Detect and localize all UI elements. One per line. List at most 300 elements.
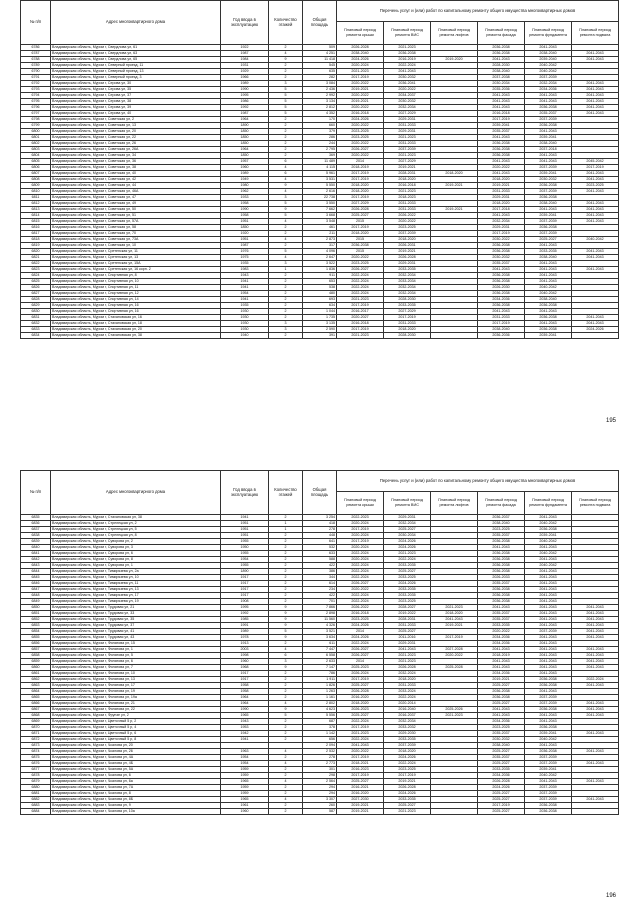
floors-cell: 2 (269, 803, 303, 809)
year-built-cell: 1941 (221, 515, 269, 521)
total-area-cell: 378 (303, 725, 337, 731)
address-cell: Владимирская область, Муром г, Советская ул, 50 (51, 207, 221, 213)
floors-cell: 2 (269, 225, 303, 231)
floors-cell: 2 (269, 297, 303, 303)
facade-period-cell: 2035-2037 (478, 755, 525, 761)
row-number-cell: 6797 (21, 111, 51, 117)
address-cell: Владимирская область, Муром г, Чкалова ул, 10а (51, 809, 221, 815)
col-address: Адрес многоквартирного дома (51, 1, 221, 45)
foundation-period-cell: 2037-2039 (525, 219, 572, 225)
floors-cell: 2 (269, 719, 303, 725)
col-area: Общая площадь (303, 471, 337, 515)
vis-period-cell: 2025-2027 (384, 569, 431, 575)
floors-cell: 2 (269, 231, 303, 237)
roof-period-cell: 2017-2019 (337, 773, 384, 779)
vis-period-cell: 2023-2025 (384, 225, 431, 231)
row-number-cell: 6816 (21, 225, 51, 231)
vis-period-cell: 2026-2028 (384, 665, 431, 671)
row-number-cell: 6804 (21, 153, 51, 159)
address-cell: Владимирская область, Муром г, Советская ул, 13 (51, 123, 221, 129)
foundation-period-cell: 2041-2043 (525, 671, 572, 677)
address-cell: Владимирская область, Муром г, Советская ул, 73А (51, 237, 221, 243)
row-number-cell: 6829 (21, 303, 51, 309)
lift-period-cell: 2019-2021 (431, 183, 478, 189)
facade-period-cell: 2041-2043 (478, 105, 525, 111)
floors-cell: 3 (269, 81, 303, 87)
row-number-cell: 6806 (21, 165, 51, 171)
roof-period-cell: 2020-2022 (337, 105, 384, 111)
total-area-cell: 2 616 (303, 189, 337, 195)
foundation-period-cell: 2036-2038 (525, 707, 572, 713)
floors-cell: 2 (269, 141, 303, 147)
year-built-cell: 1943 (221, 719, 269, 725)
foundation-period-cell: 2036-2038 (525, 327, 572, 333)
roof-period-cell: 2014 (337, 159, 384, 165)
roof-period-cell: 2017-2019 (337, 171, 384, 177)
total-area-cell: 1 161 (303, 695, 337, 701)
year-built-cell: 1978 (221, 635, 269, 641)
vis-period-cell: 2032-2024 (384, 671, 431, 677)
roof-period-cell: 2020-2022 (337, 153, 384, 159)
basement-period-cell: 2041-2043 (572, 665, 619, 671)
facade-period-cell: 2026-2030 (478, 285, 525, 291)
foundation-period-cell: 2039-2040 (525, 57, 572, 63)
col-year: Год ввода в эксплуатацию (221, 471, 269, 515)
foundation-period-cell: 2041-2043 (525, 575, 572, 581)
foundation-period-cell: 2041-2043 (525, 689, 572, 695)
floors-cell: 2 (269, 689, 303, 695)
year-built-cell: 2003 (221, 647, 269, 653)
foundation-period-cell: 2025-2027 (525, 237, 572, 243)
floors-cell: 2 (269, 641, 303, 647)
floors-cell: 4 (269, 701, 303, 707)
lift-period-cell: 2019-2020 (431, 57, 478, 63)
address-cell: Владимирская область, Муром г, Серова ул, 35 (51, 87, 221, 93)
floors-cell: 4 (269, 779, 303, 785)
row-number-cell: 6847 (21, 587, 51, 593)
address-cell: Владимирская область, Муром г, Советская ул, 10 (51, 243, 221, 249)
total-area-cell: 2 802 (303, 701, 337, 707)
row-number-cell: 6849 (21, 599, 51, 605)
row-number-cell: 6823 (21, 267, 51, 273)
floors-cell: 5 (269, 111, 303, 117)
year-built-cell: 1965 (221, 779, 269, 785)
row-number-cell: 6824 (21, 273, 51, 279)
row-number-cell: 6845 (21, 575, 51, 581)
roof-period-cell: 2020-2024 (337, 533, 384, 539)
floors-cell: 2 (269, 575, 303, 581)
roof-period-cell: 2017-2019 (337, 177, 384, 183)
year-built-cell: 1964 (221, 147, 269, 153)
page-number: 195 (605, 418, 616, 424)
roof-period-cell: 2025-2027 (337, 713, 384, 719)
facade-period-cell: 2038-2040 (478, 521, 525, 527)
facade-period-cell: 2036-2038 (478, 539, 525, 545)
col-foundation: Плановый период ремонта фундамента (525, 492, 572, 515)
total-area-cell: 244 (303, 141, 337, 147)
address-cell: Владимирская область, Муром г, Северный проезд, 13 (51, 69, 221, 75)
foundation-period-cell: 2039-2041 (525, 213, 572, 219)
facade-period-cell: 2034-2036 (478, 641, 525, 647)
floors-cell: 2 (269, 279, 303, 285)
register-page-195 (20, 0, 618, 424)
total-area-cell: 2 812 (303, 105, 337, 111)
year-built-cell: 1960 (221, 659, 269, 665)
row-number-cell: 6787 (21, 51, 51, 57)
basement-period-cell: 2024-2026 (572, 327, 619, 333)
basement-period-cell: 2041-2043 (572, 731, 619, 737)
year-built-cell: 1917 (221, 593, 269, 599)
foundation-period-cell: 2041-2043 (525, 659, 572, 665)
col-floors: Количество этажей (269, 471, 303, 515)
year-built-cell: 1890 (221, 569, 269, 575)
foundation-period-cell: 2041-2043 (525, 617, 572, 623)
facade-period-cell: 2035-2037 (478, 581, 525, 587)
total-area-cell: 7 447 (303, 647, 337, 653)
roof-period-cell: 2020-2024 (337, 557, 384, 563)
facade-period-cell: 2036-2036 (478, 333, 525, 339)
facade-period-cell: 2041-2043 (478, 267, 525, 273)
year-built-cell: 1930 (221, 327, 269, 333)
foundation-period-cell: 2037-2039 (525, 695, 572, 701)
roof-period-cell: 2017-2019 (337, 303, 384, 309)
foundation-period-cell: 2037-2018 (525, 147, 572, 153)
vis-period-cell: 2033-2035 (384, 797, 431, 803)
row-number-cell: 6836 (21, 521, 51, 527)
basement-period-cell (572, 809, 619, 815)
total-area-cell: 4 115 (303, 165, 337, 171)
roof-period-cell: 2021-2023 (337, 731, 384, 737)
row-number-cell: 6871 (21, 731, 51, 737)
foundation-period-cell: 2036-2038 (525, 683, 572, 689)
facade-period-cell: 2036-2038 (478, 587, 525, 593)
year-built-cell: 1913 (221, 641, 269, 647)
table-row (21, 333, 619, 339)
year-built-cell: 1990 (221, 207, 269, 213)
facade-period-cell: 2041-2043 (478, 545, 525, 551)
facade-period-cell: 2041-2043 (478, 159, 525, 165)
vis-period-cell: 2031-2033 (384, 623, 431, 629)
year-built-cell: 1986 (221, 99, 269, 105)
foundation-period-cell: 2041-2043 (525, 779, 572, 785)
floors-cell: 4 (269, 647, 303, 653)
foundation-period-cell: 2041-2043 (525, 273, 572, 279)
row-number-cell: 6791 (21, 75, 51, 81)
year-built-cell: 1955 (221, 551, 269, 557)
floors-cell: 2 (269, 731, 303, 737)
vis-period-cell: 2029-2031 (384, 261, 431, 267)
total-area-cell: 170 (303, 117, 337, 123)
address-cell: Владимирская область, Муром г, Спортивная ул, 10 (51, 279, 221, 285)
col-basement: Плановый период ремонта подвала (572, 22, 619, 45)
roof-period-cell: 2022-2023 (337, 515, 384, 521)
roof-period-cell: 2023-2025 (337, 261, 384, 267)
roof-period-cell: 2026-2022 (337, 605, 384, 611)
row-number-cell: 6859 (21, 659, 51, 665)
lift-period-cell (431, 333, 478, 339)
year-built-cell: 1958 (221, 201, 269, 207)
row-number-cell: 6873 (21, 743, 51, 749)
address-cell: Владимирская область, Муром г, Чкалова ул, 4Б (51, 761, 221, 767)
year-built-cell: 1980 (221, 183, 269, 189)
foundation-period-cell: 2040-2042 (525, 69, 572, 75)
roof-period-cell: 2026-2027 (337, 653, 384, 659)
vis-period-cell: 2027-2029 (384, 309, 431, 315)
total-area-cell: 260 (303, 803, 337, 809)
address-cell: Владимирская область, Муром г, Трудовая ул, 33 (51, 611, 221, 617)
row-number-cell: 6844 (21, 569, 51, 575)
year-built-cell: 1917 (221, 671, 269, 677)
col-address: Адрес многоквартирного дома (51, 471, 221, 515)
row-number-cell: 6877 (21, 767, 51, 773)
roof-period-cell: 2020-2027 (337, 315, 384, 321)
vis-period-cell: 2022-2024 (384, 63, 431, 69)
floors-cell: 1 (269, 527, 303, 533)
year-built-cell: 1959 (221, 773, 269, 779)
floors-cell: 2 (269, 539, 303, 545)
roof-period-cell: 2026-2027 (337, 267, 384, 273)
facade-period-cell: 2026-2033 (478, 575, 525, 581)
total-area-cell: 4 623 (303, 707, 337, 713)
foundation-period-cell: 2038-2040 (525, 141, 572, 147)
vis-period-cell: 2028-2030 (384, 333, 431, 339)
repair-schedule-table (20, 470, 619, 815)
address-cell: Владимирская область, Муром г, Стрелецкая ул, 5 (51, 527, 221, 533)
facade-period-cell: 2039-2041 (478, 123, 525, 129)
col-area: Общая площадь (303, 1, 337, 45)
basement-period-cell: 2041-2043 (572, 629, 619, 635)
total-area-cell: 614 (303, 581, 337, 587)
foundation-period-cell: 2037-2039 (525, 785, 572, 791)
vis-period-cell: 2026-2031 (384, 243, 431, 249)
address-cell: Владимирская область, Муром г, Советская ул, 20 (51, 129, 221, 135)
col-facade: Плановый период ремонта фасада (478, 22, 525, 45)
year-built-cell: 1991 (221, 623, 269, 629)
total-area-cell: 298 (303, 773, 337, 779)
foundation-period-cell: 2037-2039 (525, 755, 572, 761)
total-area-cell: 653 (303, 279, 337, 285)
total-area-cell: 1 044 (303, 309, 337, 315)
floors-cell: 9 (269, 183, 303, 189)
address-cell: Владимирская область, Муром г, Серова ул, 30 (51, 81, 221, 87)
row-number-cell: 6837 (21, 527, 51, 533)
row-number-cell: 6825 (21, 279, 51, 285)
foundation-period-cell: 2041-2043 (525, 557, 572, 563)
repair-schedule-table (20, 0, 619, 339)
basement-period-cell: 2041-2043 (572, 177, 619, 183)
floors-cell: 2 (269, 581, 303, 587)
total-area-cell: 391 (303, 333, 337, 339)
total-area-cell: 509 (303, 45, 337, 51)
row-number-cell: 6833 (21, 327, 51, 333)
vis-period-cell: 2041-2043 (384, 69, 431, 75)
foundation-period-cell: 2036-2038 (525, 183, 572, 189)
row-number-cell: 6795 (21, 99, 51, 105)
facade-period-cell: 2025-2027 (478, 701, 525, 707)
basement-period-cell: 2017-2019 (572, 165, 619, 171)
address-cell: Владимирская область, Муром г, Советская ул, 44 (51, 183, 221, 189)
address-cell: Владимирская область, Муром г, Стрелецкая ул, 8 (51, 533, 221, 539)
row-number-cell: 6835 (21, 515, 51, 521)
basement-period-cell: 2023-2025 (572, 183, 619, 189)
col-services: Перечень услуг и (или) работ по капитальному ремонту общего имущества многоквартирных домов (337, 1, 619, 22)
address-cell: Владимирская область, Муром г, Тимирязева ул, 17 (51, 593, 221, 599)
total-area-cell: 588 (303, 557, 337, 563)
foundation-period-cell: 2041-2043 (525, 647, 572, 653)
address-cell: Владимирская область, Муром г, Спортивная ул, 8 (51, 273, 221, 279)
year-built-cell: 1985 (221, 617, 269, 623)
floors-cell: 4 (269, 761, 303, 767)
foundation-period-cell: 2041-2043 (525, 243, 572, 249)
vis-period-cell: 2037-2039 (384, 147, 431, 153)
address-cell: Владимирская область, Муром г, Филатова ул, 10 (51, 671, 221, 677)
col-services: Перечень услуг и (или) работ по капитальному ремонту общего имущества многоквартирных домов (337, 471, 619, 492)
vis-period-cell: 2026-2028 (384, 785, 431, 791)
basement-period-cell: 2041-2043 (572, 255, 619, 261)
total-area-cell: 3 550 (303, 201, 337, 207)
facade-period-cell: 2036-2038 (478, 695, 525, 701)
address-cell: Владимирская область, Муром г, Советская ул, 47 (51, 195, 221, 201)
roof-period-cell: 2041-2043 (337, 743, 384, 749)
year-built-cell: 1850 (221, 129, 269, 135)
facade-period-cell: 2033-2035 (478, 623, 525, 629)
foundation-period-cell: 2040-2042 (525, 291, 572, 297)
facade-period-cell: 2036-2038 (478, 249, 525, 255)
address-cell: Владимирская область, Муром г, Серова ул, 40 (51, 111, 221, 117)
roof-period-cell: 2021-2023 (337, 333, 384, 339)
row-number-cell: 6853 (21, 623, 51, 629)
col-foundation: Плановый период ремонта фундамента (525, 22, 572, 45)
total-area-cell: 5 556 (303, 713, 337, 719)
total-area-cell: 634 (303, 303, 337, 309)
year-built-cell: 1958 (221, 689, 269, 695)
foundation-period-cell: 2041-2043 (525, 569, 572, 575)
vis-period-cell: 2024-2026 (384, 545, 431, 551)
floors-cell: 4 (269, 255, 303, 261)
roof-period-cell: 2023-2025 (337, 617, 384, 623)
vis-period-cell: 2036-2038 (384, 51, 431, 57)
year-built-cell: 1960 (221, 165, 269, 171)
year-built-cell: 1951 (221, 521, 269, 527)
address-cell: Владимирская область, Муром г, Филатова ул, 19а (51, 695, 221, 701)
basement-period-cell: 2041-2043 (572, 315, 619, 321)
facade-period-cell: 2029-2031 (478, 195, 525, 201)
year-built-cell: 1976 (221, 249, 269, 255)
vis-period-cell: 2027-2029 (384, 159, 431, 165)
row-number-cell: 6831 (21, 315, 51, 321)
foundation-period-cell: 2041-2043 (525, 261, 572, 267)
foundation-period-cell: 2037-2039 (525, 797, 572, 803)
facade-period-cell: 2036-2038 (478, 153, 525, 159)
facade-period-cell: 2036-2038 (478, 563, 525, 569)
row-number-cell: 6789 (21, 63, 51, 69)
floors-cell: 2 (269, 767, 303, 773)
basement-period-cell: 2041-2043 (572, 647, 619, 653)
row-number-cell: 6808 (21, 177, 51, 183)
vis-period-cell: 2029-2031 (384, 117, 431, 123)
basement-period-cell: 2041-2043 (572, 659, 619, 665)
basement-period-cell: 2041-2043 (572, 797, 619, 803)
foundation-period-cell: 2041-2043 (525, 665, 572, 671)
roof-period-cell: 2019-2021 (337, 809, 384, 815)
vis-period-cell: 2018-2020 (384, 177, 431, 183)
foundation-period-cell: 2034-2036 (525, 87, 572, 93)
roof-period-cell: 2022-2024 (337, 593, 384, 599)
floors-cell: 2 (269, 785, 303, 791)
floors-cell: 9 (269, 611, 303, 617)
foundation-period-cell: 2041-2043 (525, 611, 572, 617)
foundation-period-cell: 2037-2039 (525, 117, 572, 123)
year-built-cell: 1953 (221, 725, 269, 731)
row-number-cell: 6799 (21, 123, 51, 129)
basement-period-cell: 2041-2043 (572, 81, 619, 87)
facade-period-cell: 2034-2036 (478, 719, 525, 725)
roof-period-cell: 2020-2022 (337, 141, 384, 147)
roof-period-cell: 2019-2021 (337, 87, 384, 93)
vis-period-cell: 2024-2026 (384, 539, 431, 545)
foundation-period-cell: 2041-2043 (525, 599, 572, 605)
year-built-cell: 1987 (221, 243, 269, 249)
address-cell: Владимирская область, Муром г, Советская ул, 58 (51, 225, 221, 231)
foundation-period-cell: 2036-2038 (525, 677, 572, 683)
foundation-period-cell: 2036-2038 (525, 803, 572, 809)
address-cell: Владимирская область, Муром г, Свердлова ул, 65 (51, 57, 221, 63)
foundation-period-cell: 2032-2034 (525, 81, 572, 87)
facade-period-cell: 2018-2020 (478, 177, 525, 183)
total-area-cell: 1 263 (303, 689, 337, 695)
year-built-cell: 1929 (221, 69, 269, 75)
row-number-cell: 6809 (21, 183, 51, 189)
basement-period-cell: 2041-2043 (572, 219, 619, 225)
roof-period-cell: 2018-2021 (337, 761, 384, 767)
vis-period-cell: 2023-2025 (384, 599, 431, 605)
year-built-cell: 1958 (221, 213, 269, 219)
year-built-cell: 1987 (221, 51, 269, 57)
roof-period-cell: 2020-2022 (337, 93, 384, 99)
total-area-cell: 5 961 (303, 171, 337, 177)
vis-period-cell: 2023-2025 (384, 767, 431, 773)
total-area-cell: 22 738 (303, 195, 337, 201)
address-cell: Владимирская область, Муром г, Сретенская ул, 15А (51, 261, 221, 267)
facade-period-cell: 2025-2027 (478, 797, 525, 803)
floors-cell: 5 (269, 629, 303, 635)
foundation-period-cell: 2033-2035 (525, 249, 572, 255)
foundation-period-cell: 2037-2039 (525, 761, 572, 767)
total-area-cell: 1 836 (303, 267, 337, 273)
floors-cell: 2 (269, 147, 303, 153)
facade-period-cell: 2017-2019 (478, 117, 525, 123)
foundation-period-cell: 2036-2038 (525, 725, 572, 731)
facade-period-cell: 2024-2026 (478, 785, 525, 791)
total-area-cell: 3 548 (303, 219, 337, 225)
vis-period-cell: 2024-2026 (384, 755, 431, 761)
row-number-cell: 6820 (21, 249, 51, 255)
row-number-cell: 6818 (21, 237, 51, 243)
total-area-cell: 786 (303, 671, 337, 677)
year-built-cell: 1959 (221, 767, 269, 773)
facade-period-cell: 2036-2038 (478, 689, 525, 695)
roof-period-cell: 2016-2018 (337, 321, 384, 327)
basement-period-cell: 2041-2043 (572, 635, 619, 641)
col-lifts: Плановый период ремонта лифтов (431, 22, 478, 45)
vis-period-cell: 2024-2026 (384, 791, 431, 797)
row-number-cell: 6812 (21, 201, 51, 207)
total-area-cell: 2 795 (303, 147, 337, 153)
total-area-cell: 294 (303, 791, 337, 797)
floors-cell: 2 (269, 45, 303, 51)
vis-period-cell: 2021-2023 (384, 45, 431, 51)
roof-period-cell: 2027-2030 (337, 797, 384, 803)
